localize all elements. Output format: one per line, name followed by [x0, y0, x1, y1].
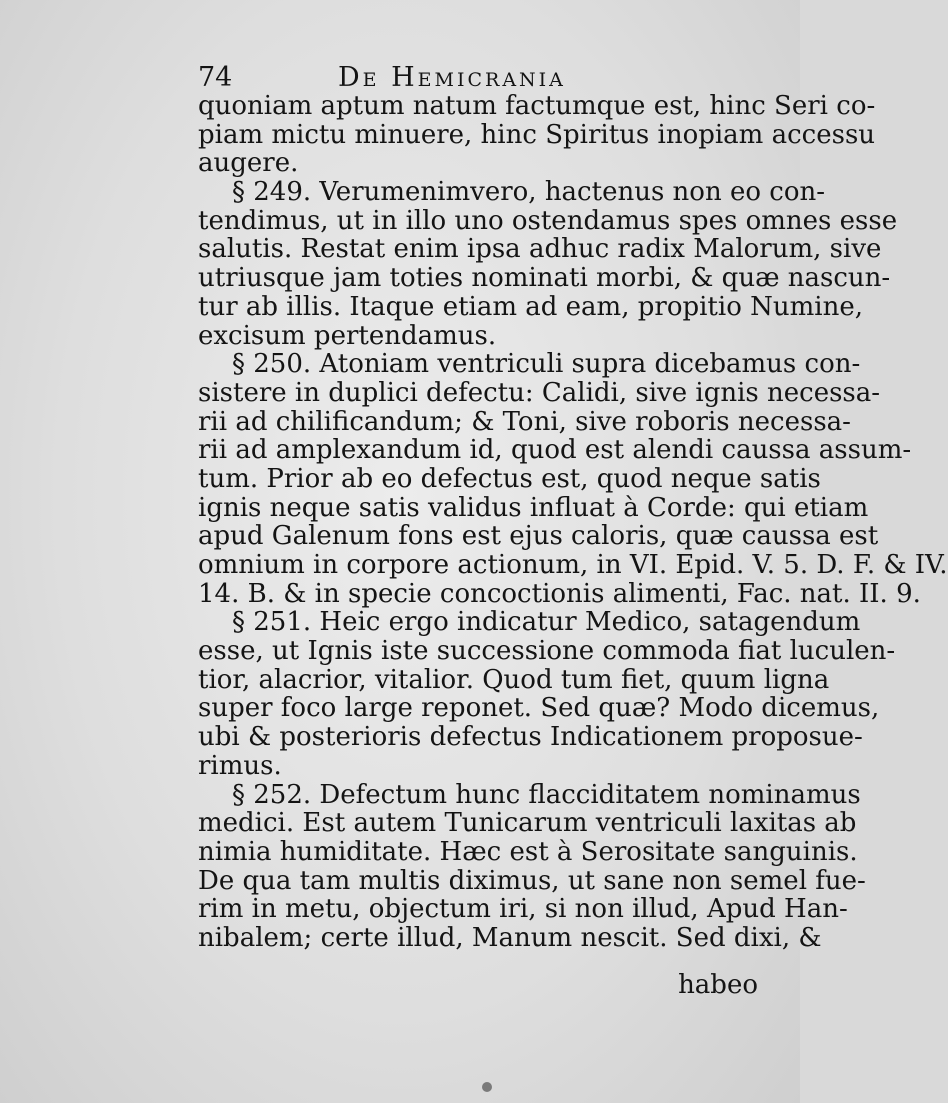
text-line: rii ad amplexandum id, quod est alendi caussa assum-: [198, 435, 912, 466]
text-line: rimus.: [198, 750, 282, 781]
text-line: 14. B. & in specie concoctionis alimenti, Fac. nat. II. 9.: [198, 578, 921, 609]
text-line: § 249. Verumenimvero, hactenus non eo con-: [232, 177, 826, 208]
body-text: [198, 91, 948, 953]
text-line: rim in metu, objectum iri, si non illud, Apud Han-: [198, 894, 848, 925]
ink-blot: [482, 1082, 492, 1092]
running-title: De Hemicrania: [338, 62, 566, 93]
text-line: § 252. Defectum hunc flacciditatem nominamus: [232, 779, 861, 810]
text-line: super foco large reponet. Sed quæ? Modo dicemus,: [198, 693, 880, 724]
text-line: augere.: [198, 148, 299, 179]
text-line: tendimus, ut in illo uno ostendamus spes omnes esse: [198, 205, 898, 236]
text-line: excisum pertendamus.: [198, 320, 497, 351]
text-line: omnium in corpore actionum, in VI. Epid. V. 5. D. F. & IV.: [198, 550, 948, 580]
text-line: § 251. Heic ergo indicatur Medico, satagendum: [232, 607, 861, 638]
text-line: medici. Est autem Tunicarum ventriculi laxitas ab: [198, 808, 857, 839]
text-line: nimia humiditate. Hæc est à Serositate sanguinis.: [198, 836, 858, 867]
text-line: esse, ut Ignis iste successione commoda fiat luculen-: [198, 636, 896, 667]
text-line: ignis neque satis validus influat à Corde: qui etiam: [198, 492, 869, 523]
text-line: § 250. Atoniam ventriculi supra dicebamus con-: [232, 349, 861, 380]
catchword: habeo: [678, 970, 758, 1000]
page-number: 74: [198, 62, 233, 93]
text-line: ubi & posterioris defectus Indicationem proposue-: [198, 722, 863, 753]
text-line: utriusque jam toties nominati morbi, & quæ nascun-: [198, 263, 891, 294]
text-line: piam mictu minuere, hinc Spiritus inopiam accessu: [198, 119, 876, 150]
text-line: quoniam aptum natum factumque est, hinc Seri co-: [198, 91, 876, 121]
text-line: salutis. Restat enim ipsa adhuc radix Malorum, sive: [198, 234, 882, 265]
text-line: tum. Prior ab eo defectus est, quod neque satis: [198, 463, 821, 494]
text-line: tur ab illis. Itaque etiam ad eam, propitio Numine,: [198, 291, 863, 322]
text-line: nibalem; certe illud, Manum nescit. Sed dixi, &: [198, 922, 822, 953]
text-line: rii ad chilificandum; & Toni, sive roboris necessa-: [198, 406, 851, 437]
text-line: tior, alacrior, vitalior. Quod tum fiet, quum ligna: [198, 664, 830, 695]
text-line: apud Galenum fons est ejus caloris, quæ caussa est: [198, 521, 879, 552]
text-line: De qua tam multis diximus, ut sane non semel fue-: [198, 865, 866, 896]
text-line: sistere in duplici defectu: Calidi, sive ignis necessa-: [198, 377, 881, 408]
